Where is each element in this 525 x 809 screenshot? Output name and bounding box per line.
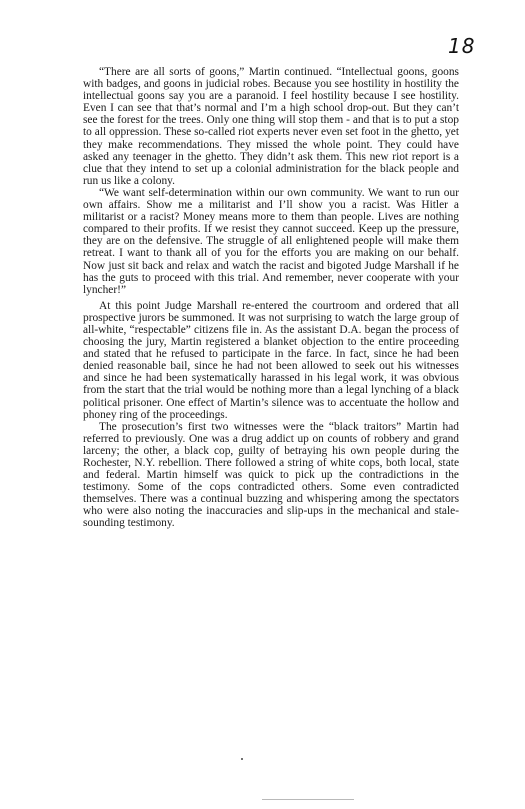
page-number: 18	[448, 34, 476, 58]
body-text	[83, 66, 459, 530]
scan-speck	[241, 758, 243, 760]
paragraph-1: “There are all sorts of goons,” Martin continued. “Intellectual goons, goons with badges, and goons in judicial robes. Because you see hostility in hostility the intellectual goons say you are a paranoid. I feel hostility because I see hostility. Even I can see that that’s normal and I’m a high school drop-out. But they can’t see the forest for the trees. Only one thing will stop them - and that is to put a stop to all oppression. These so-called riot experts never even set foot in the ghetto, yet they make recommendations. They missed the whole point. They could have asked any teenager in the ghetto. They didn’t ask them. This new riot report is a clue that they intend to set up a colonial administration for the black people and run us like a colony.	[83, 66, 459, 187]
paragraph-3: At this point Judge Marshall re-entered the courtroom and ordered that all prospective jurors be summoned. It was not surprising to watch the large group of all-white, “respectable” citizens file in. As the assistant D.A. began the process of choosing the jury, Martin registered a blanket objection to the entire proceeding and stated that he refused to participate in the farce. In fact, since he had been denied reasonable bail, since he had not been allowed to seek out his witnesses and since he had been systematically harassed in his legal work, it was obvious from the start that the trial would be nothing more than a legal lynching of a black political prisoner. One effect of Martin’s silence was to accentuate the hollow and phoney ring of the proceedings.	[83, 299, 459, 421]
paragraph-2: “We want self-determination within our own community. We want to run our own affairs. Show me a militarist and I’ll show you a racist. Was Hitler a militarist or a racist? Money means more to them than people. Lives are nothing compared to their profits. If we resist they cannot succeed. Keep up the pressure, they are on the defensive. The struggle of all enlightened people will make them retreat. I want to thank all of you for the efforts you are making on our behalf. Now just sit back and relax and watch the racist and bigoted Judge Marshall if he has the guts to proceed with this trial. And remember, never cooperate with your lyncher!”	[83, 186, 459, 296]
scan-edge-mark	[262, 799, 354, 800]
paragraph-4: The prosecution’s first two witnesses were the “black traitors” Martin had referred to previously. One was a drug addict up on counts of robbery and grand larceny; the other, a black cop, guilty of betraying his own people during the Rochester, N.Y. rebellion. There followed a string of white cops, both local, state and federal. Martin himself was quick to pick up the contradictions in the testimony. Some of the cops contradicted others. Some even contradicted themselves. There was a continual buzzing and whispering among the spectators who were also noting the inaccuracies and slip-ups in the mechanical and stale-sounding testimony.	[83, 420, 459, 530]
